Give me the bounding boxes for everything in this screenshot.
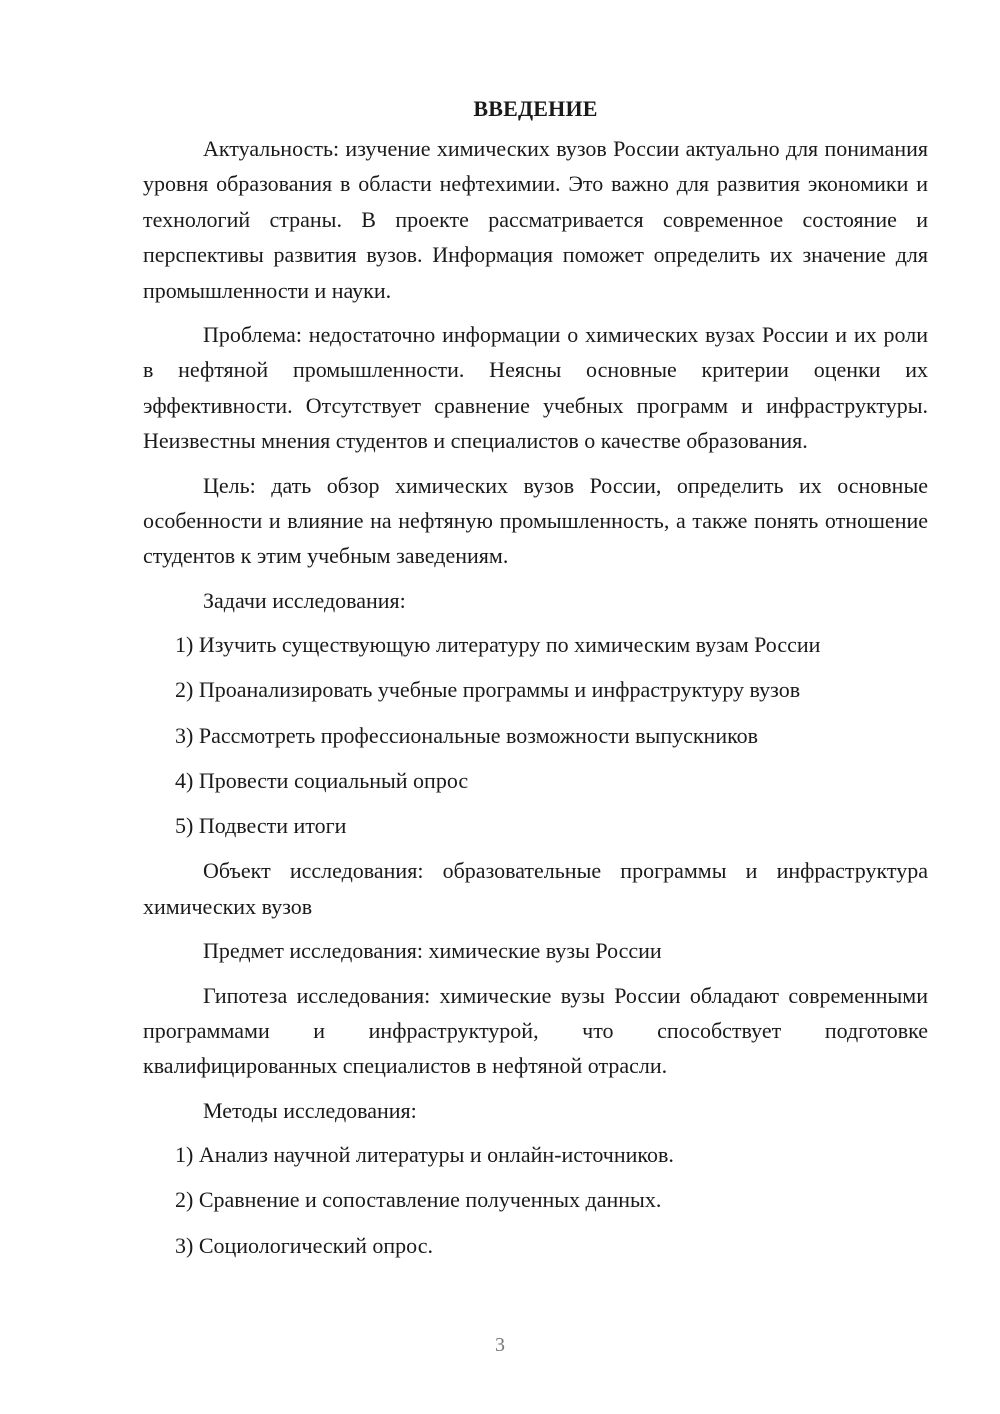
hypothesis-paragraph: Гипотеза исследования: химические вузы России обладают современными программами и инфраструктурой, что способствует подготовке квалифицированных специалистов в нефтяной отрасли. bbox=[143, 982, 928, 1079]
page-title: ВВЕДЕНИЕ bbox=[473, 96, 598, 121]
goal-paragraph: Цель: дать обзор химических вузов России, определить их основные особенности и влияние на нефтяную промышленность, а также понять отношение студентов к этим учебным заведениям. bbox=[143, 472, 928, 569]
method-item: 2) Сравнение и сопоставление полученных данных. bbox=[175, 1187, 662, 1213]
tasks-heading: Задачи исследования: bbox=[203, 587, 406, 613]
document-page bbox=[143, 94, 928, 1273]
relevance-paragraph: Актуальность: изучение химических вузов России актуально для понимания уровня образования в области нефтехимии. Это важно для развития экономики и технологий страны. В проекте рассматривается современное состояние и перспективы развития вузов. Информация поможет определить их значение для промышленности и науки. bbox=[143, 136, 928, 303]
task-item: 5) Подвести итоги bbox=[175, 813, 347, 839]
method-item: 3) Социологический опрос. bbox=[175, 1232, 433, 1258]
subject-paragraph: Предмет исследования: химические вузы России bbox=[203, 938, 662, 964]
task-item: 1) Изучить существующую литературу по химическим вузам России bbox=[175, 632, 821, 658]
task-item: 3) Рассмотреть профессиональные возможности выпускников bbox=[175, 722, 759, 748]
task-item: 2) Проанализировать учебные программы и инфраструктуру вузов bbox=[175, 677, 801, 703]
method-item: 1) Анализ научной литературы и онлайн-источников. bbox=[175, 1142, 674, 1168]
page-number: 3 bbox=[495, 1334, 505, 1356]
problem-paragraph: Проблема: недостаточно информации о химических вузах России и их роли в нефтяной промышленности. Неясны основные критерии оценки их эффективности. Отсутствует сравнение учебных программ и инфраструктуры. Неизвестны мнения студентов и специалистов о качестве образования. bbox=[143, 322, 928, 454]
object-paragraph: Объект исследования: образовательные программы и инфраструктура химических вузов bbox=[143, 858, 928, 919]
methods-heading: Методы исследования: bbox=[203, 1097, 417, 1123]
task-item: 4) Провести социальный опрос bbox=[175, 767, 469, 793]
